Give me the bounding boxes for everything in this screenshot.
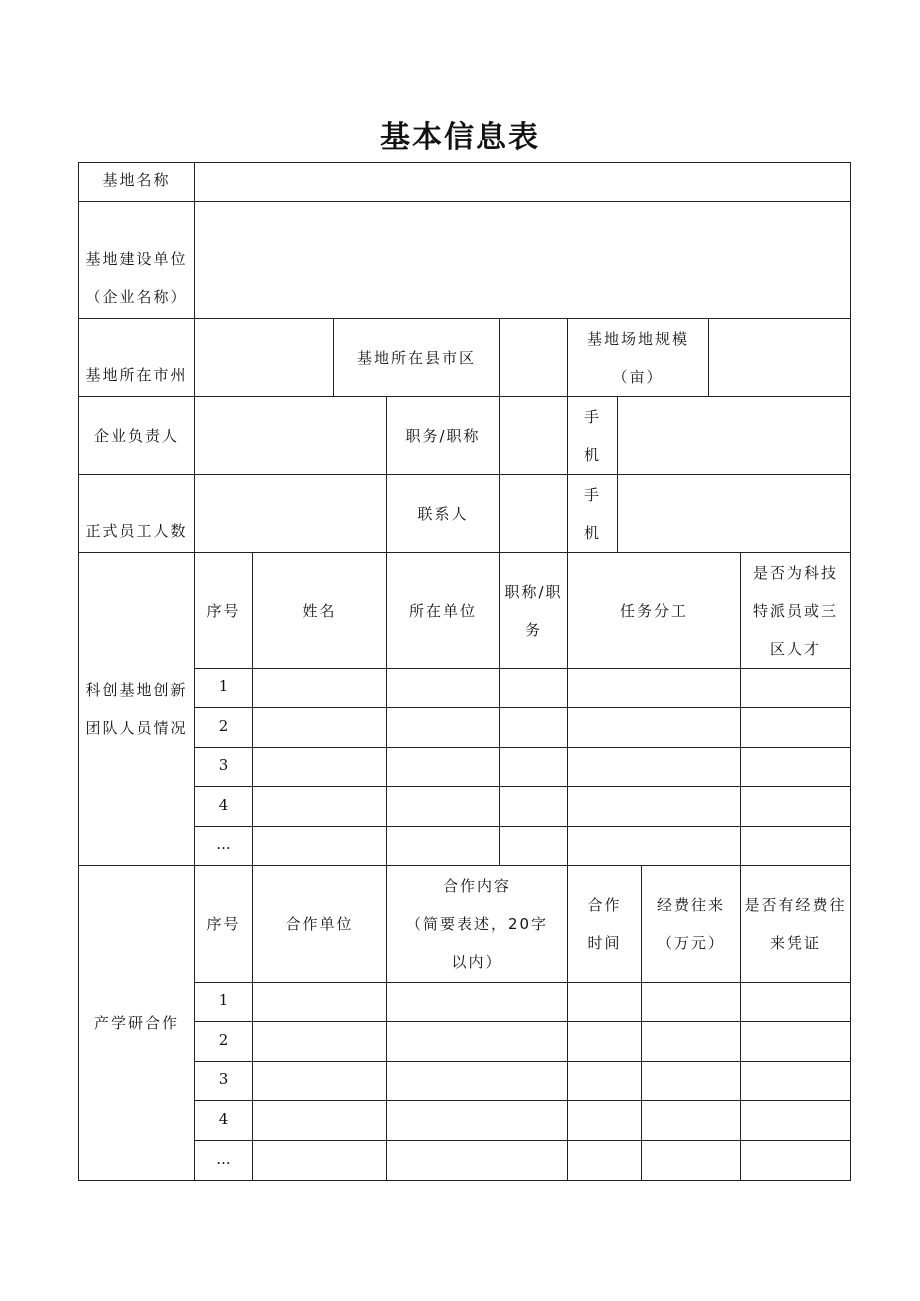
coop-header-content [387, 866, 567, 982]
staff-field[interactable] [195, 475, 386, 552]
team-header-talent-line2: 特派员或三 [752, 601, 838, 620]
team-row-seq [195, 748, 252, 786]
page-title: 基本信息表 [380, 120, 540, 155]
team-header-name [253, 553, 386, 668]
builder-label-line2: （企业名称） [85, 288, 188, 306]
team-header-task [568, 553, 740, 668]
team-row-seq-text: 3 [218, 756, 229, 774]
coop-header-voucher-line2: 来凭证 [769, 934, 821, 952]
scale-label [568, 319, 708, 396]
leader-field[interactable] [195, 397, 386, 474]
coop-header-partner [253, 866, 386, 982]
base-name-label-text: 基地名称 [102, 171, 171, 189]
position-label-text: 职务/职称 [405, 426, 481, 445]
rule [194, 1061, 851, 1062]
scale-label-line2: （亩） [612, 367, 664, 386]
coop-header-seq-text: 序号 [206, 915, 241, 933]
position-label [387, 397, 499, 474]
team-section-line1: 科创基地创新 [85, 681, 188, 699]
staff-label-text: 正式员工人数 [85, 522, 188, 540]
contact-label [387, 475, 499, 552]
team-header-title-line1: 职称/职 [504, 582, 563, 601]
phone2-label-line2: 机 [583, 523, 601, 542]
team-row-seq [195, 787, 252, 826]
phone2-label-line1: 手 [583, 485, 601, 504]
team-header-title-line2: 务 [524, 620, 542, 639]
coop-row-seq [195, 1101, 252, 1140]
team-row-seq [195, 669, 252, 707]
coop-header-funds-line2: （万元） [656, 934, 725, 952]
phone1-label [568, 397, 617, 474]
rule [194, 1100, 851, 1101]
rule [194, 747, 851, 748]
coop-row-seq-text: 2 [218, 1031, 229, 1049]
coop-header-funds-line1: 经费往来 [656, 896, 725, 914]
coop-header-voucher [741, 866, 850, 982]
team-header-talent-line3: 区人才 [769, 639, 821, 658]
city-label [79, 319, 194, 396]
scale-label-line1: 基地场地规模 [586, 329, 689, 348]
phone1-field[interactable] [618, 397, 850, 474]
coop-section-label [79, 866, 194, 1180]
phone1-label-line2: 机 [583, 445, 601, 464]
staff-label [79, 475, 194, 552]
team-header-seq-text: 序号 [206, 601, 241, 620]
coop-header-seq [195, 866, 252, 982]
coop-row-seq [195, 1141, 252, 1180]
coop-row-seq [195, 1062, 252, 1100]
county-label-text: 基地所在县市区 [356, 348, 476, 367]
rule [194, 786, 851, 787]
coop-header-time-line2: 时间 [587, 934, 622, 952]
position-field[interactable] [500, 397, 567, 474]
coop-row-seq-text: ... [216, 1150, 231, 1168]
rule [194, 707, 851, 708]
team-header-task-text: 任务分工 [619, 601, 688, 620]
city-field[interactable] [195, 319, 333, 396]
rule [850, 162, 851, 1181]
rule [194, 1021, 851, 1022]
base-name-field[interactable] [195, 163, 850, 201]
coop-row-seq-text: 4 [218, 1110, 229, 1128]
scale-field[interactable] [709, 319, 850, 396]
coop-header-partner-text: 合作单位 [285, 915, 354, 933]
leader-label [79, 397, 194, 474]
county-field[interactable] [500, 319, 567, 396]
builder-label-line1: 基地建设单位 [85, 250, 188, 268]
team-header-talent [741, 553, 850, 668]
contact-field[interactable] [500, 475, 567, 552]
team-row-seq [195, 708, 252, 747]
builder-label [79, 202, 194, 318]
coop-header-time-line1: 合作 [587, 896, 622, 914]
team-row-seq-text: 4 [218, 796, 229, 814]
base-name-label [79, 163, 194, 201]
phone2-field[interactable] [618, 475, 850, 552]
team-header-seq [195, 553, 252, 668]
team-header-title [500, 553, 567, 668]
team-row-seq [195, 827, 252, 865]
coop-section-label-text: 产学研合作 [93, 1014, 179, 1032]
team-section-label [79, 553, 194, 865]
team-row-seq-text: 2 [218, 717, 229, 735]
city-label-text: 基地所在市州 [85, 366, 188, 384]
coop-header-content-line1: 合作内容 [442, 877, 511, 895]
contact-label-text: 联系人 [417, 504, 469, 523]
coop-header-time [568, 866, 641, 982]
team-header-name-text: 姓名 [302, 601, 337, 620]
county-label [334, 319, 499, 396]
phone1-label-line1: 手 [583, 407, 601, 426]
team-section-line2: 团队人员情况 [85, 719, 188, 737]
rule [194, 826, 851, 827]
rule [194, 668, 851, 669]
coop-row-seq [195, 983, 252, 1021]
rule [194, 1140, 851, 1141]
coop-header-content-line2: （简要表述，20字 [405, 915, 549, 933]
coop-header-voucher-line1: 是否有经费往 [744, 896, 847, 914]
team-header-unit-text: 所在单位 [408, 601, 477, 620]
rule [194, 982, 851, 983]
builder-field[interactable] [195, 202, 850, 318]
coop-header-content-line3: 以内） [451, 953, 503, 971]
leader-label-text: 企业负责人 [93, 426, 179, 445]
team-header-unit [387, 553, 499, 668]
coop-row-seq-text: 1 [218, 991, 229, 1009]
team-header-talent-line1: 是否为科技 [752, 563, 838, 582]
team-row-seq-text: 1 [218, 677, 229, 695]
coop-row-seq-text: 3 [218, 1070, 229, 1088]
coop-header-funds [642, 866, 740, 982]
team-row-seq-text: ... [216, 835, 231, 853]
phone2-label [568, 475, 617, 552]
coop-row-seq [195, 1022, 252, 1061]
